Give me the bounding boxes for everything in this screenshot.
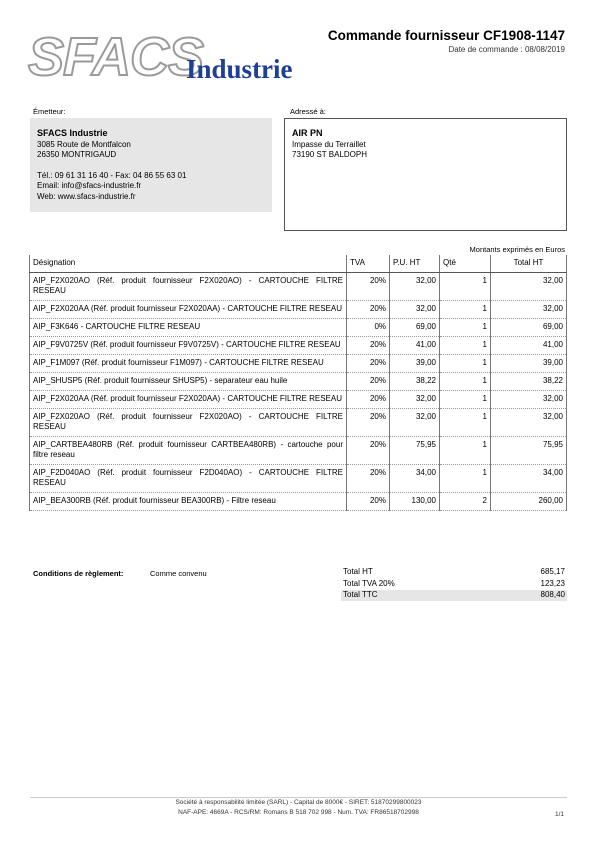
emitter-label: Émetteur: [33, 107, 66, 116]
line-tva: 20% [347, 437, 390, 465]
totals-row [341, 590, 567, 601]
line-designation: AIP_F1M097 (Réf. produit fournisseur F1M097) - CARTOUCHE FILTRE RESEAU [30, 355, 347, 373]
totals-row [341, 567, 567, 578]
line-tva: 20% [347, 373, 390, 391]
logo-wordmark: SFACS [28, 27, 204, 87]
line-total: 69,00 [491, 319, 567, 337]
line-unit-price: 32,00 [390, 301, 440, 319]
order-lines-table [29, 255, 567, 511]
table-row [30, 319, 567, 337]
line-unit-price: 75,95 [390, 437, 440, 465]
col-designation: Désignation [30, 255, 347, 273]
line-unit-price: 34,00 [390, 465, 440, 493]
line-unit-price: 32,00 [390, 273, 440, 301]
line-total: 260,00 [491, 493, 567, 511]
currency-note: Montants exprimés en Euros [469, 245, 565, 254]
document-title: Commande fournisseur CF1908-1147 [327, 28, 565, 43]
line-unit-price: 130,00 [390, 493, 440, 511]
line-quantity: 1 [440, 319, 491, 337]
col-quantity: Qté [440, 255, 491, 273]
footer-legal-1: Société à responsabilité limitée (SARL) - Capital de 8000€ - SIRET: 51870299800023 [175, 799, 422, 806]
table-row [30, 409, 567, 437]
company-logo [28, 27, 318, 88]
recipient-address-1: Impasse du Terraillet [292, 139, 366, 149]
table-row [30, 273, 567, 301]
emitter-email: Email: info@sfacs-industrie.fr [37, 181, 142, 190]
totals-label: Total TTC [343, 590, 378, 599]
line-tva: 20% [347, 355, 390, 373]
totals-value: 123,23 [540, 579, 565, 588]
line-tva: 20% [347, 273, 390, 301]
totals-row [341, 579, 567, 590]
line-designation: AIP_F2X020AO (Réf. produit fournisseur F2X020AO) - CARTOUCHE FILTRE RESEAU [30, 409, 347, 437]
line-designation: AIP_F2X020AA (Réf. produit fournisseur F2X020AA) - CARTOUCHE FILTRE RESEAU [30, 301, 347, 319]
line-unit-price: 32,00 [390, 409, 440, 437]
table-header-row [30, 255, 567, 273]
recipient-name: AIR PN [292, 128, 323, 138]
emitter-address-2: 26350 MONTRIGAUD [37, 150, 117, 159]
footer-legal-2: NAF-APE: 4669A - RCS/RM: Romans B 518 702 998 - Num. TVA: FR86518702998 [178, 809, 419, 816]
line-quantity: 1 [440, 465, 491, 493]
table-row [30, 465, 567, 493]
table-row [30, 437, 567, 465]
line-quantity: 1 [440, 409, 491, 437]
line-unit-price: 69,00 [390, 319, 440, 337]
line-quantity: 1 [440, 437, 491, 465]
emitter-name: SFACS Industrie [37, 128, 108, 138]
line-total: 38,22 [491, 373, 567, 391]
emitter-web: Web: www.sfacs-industrie.fr [37, 191, 136, 201]
line-quantity: 2 [440, 493, 491, 511]
payment-terms-value: Comme convenu [150, 569, 207, 578]
totals-value: 808,40 [540, 590, 565, 599]
line-quantity: 1 [440, 355, 491, 373]
line-tva: 20% [347, 493, 390, 511]
page-number: 1/1 [554, 811, 564, 818]
line-designation: AIP_F2X020AA (Réf. produit fournisseur F2X020AA) - CARTOUCHE FILTRE RESEAU [30, 391, 347, 409]
line-tva: 0% [347, 319, 390, 337]
line-tva: 20% [347, 409, 390, 437]
line-unit-price: 38,22 [390, 373, 440, 391]
totals-label: Total HT [343, 567, 373, 576]
line-total: 32,00 [491, 273, 567, 301]
payment-terms-label: Conditions de règlement: [33, 569, 124, 578]
line-total: 41,00 [491, 337, 567, 355]
line-total: 32,00 [491, 409, 567, 437]
line-quantity: 1 [440, 373, 491, 391]
order-date: Date de commande : 08/08/2019 [448, 45, 565, 54]
line-designation: AIP_F9V0725V (Réf. produit fournisseur F9V0725V) - CARTOUCHE FILTRE RESEAU [30, 337, 347, 355]
emitter-phone: Tél.: 09 61 31 16 40 - Fax: 04 86 55 63 01 [37, 170, 187, 180]
line-unit-price: 41,00 [390, 337, 440, 355]
line-total: 32,00 [491, 391, 567, 409]
line-designation: AIP_CARTBEA480RB (Réf. produit fournisseur CARTBEA480RB) - cartouche pour filtre reseau [30, 437, 347, 465]
recipient-address-2: 73190 ST BALDOPH [292, 150, 368, 159]
col-unit-price: P.U. HT [390, 255, 440, 273]
table-row [30, 337, 567, 355]
recipient-label: Adressé à: [290, 107, 326, 116]
line-unit-price: 32,00 [390, 391, 440, 409]
recipient-box [284, 118, 567, 231]
line-total: 34,00 [491, 465, 567, 493]
totals-value: 685,17 [540, 567, 565, 576]
logo-subtitle: Industrie [186, 54, 293, 84]
col-tva: TVA [347, 255, 390, 273]
col-total: Total HT [491, 255, 567, 273]
line-tva: 20% [347, 465, 390, 493]
table-row [30, 355, 567, 373]
footer-divider [30, 797, 567, 798]
line-quantity: 1 [440, 273, 491, 301]
emitter-box [30, 118, 272, 212]
table-row [30, 301, 567, 319]
line-quantity: 1 [440, 391, 491, 409]
line-total: 75,95 [491, 437, 567, 465]
table-row [30, 391, 567, 409]
line-designation: AIP_BEA300RB (Réf. produit fournisseur BEA300RB) - Filtre reseau [30, 493, 347, 511]
line-designation: AIP_SHUSP5 (Réf. produit fournisseur SHUSP5) - separateur eau huile [30, 373, 347, 391]
emitter-address-1: 3085 Route de Montfalcon [37, 139, 131, 149]
line-unit-price: 39,00 [390, 355, 440, 373]
line-designation: AIP_F2X020AO (Réf. produit fournisseur F2X020AO) - CARTOUCHE FILTRE RESEAU [30, 273, 347, 301]
table-row [30, 373, 567, 391]
totals-label: Total TVA 20% [343, 579, 395, 588]
line-designation: AIP_F3K646 - CARTOUCHE FILTRE RESEAU [30, 319, 347, 337]
line-designation: AIP_F2D040AO (Réf. produit fournisseur F2D040AO) - CARTOUCHE FILTRE RESEAU [30, 465, 347, 493]
line-tva: 20% [347, 301, 390, 319]
line-tva: 20% [347, 391, 390, 409]
line-total: 32,00 [491, 301, 567, 319]
line-quantity: 1 [440, 301, 491, 319]
line-quantity: 1 [440, 337, 491, 355]
line-tva: 20% [347, 337, 390, 355]
table-row [30, 493, 567, 511]
line-total: 39,00 [491, 355, 567, 373]
